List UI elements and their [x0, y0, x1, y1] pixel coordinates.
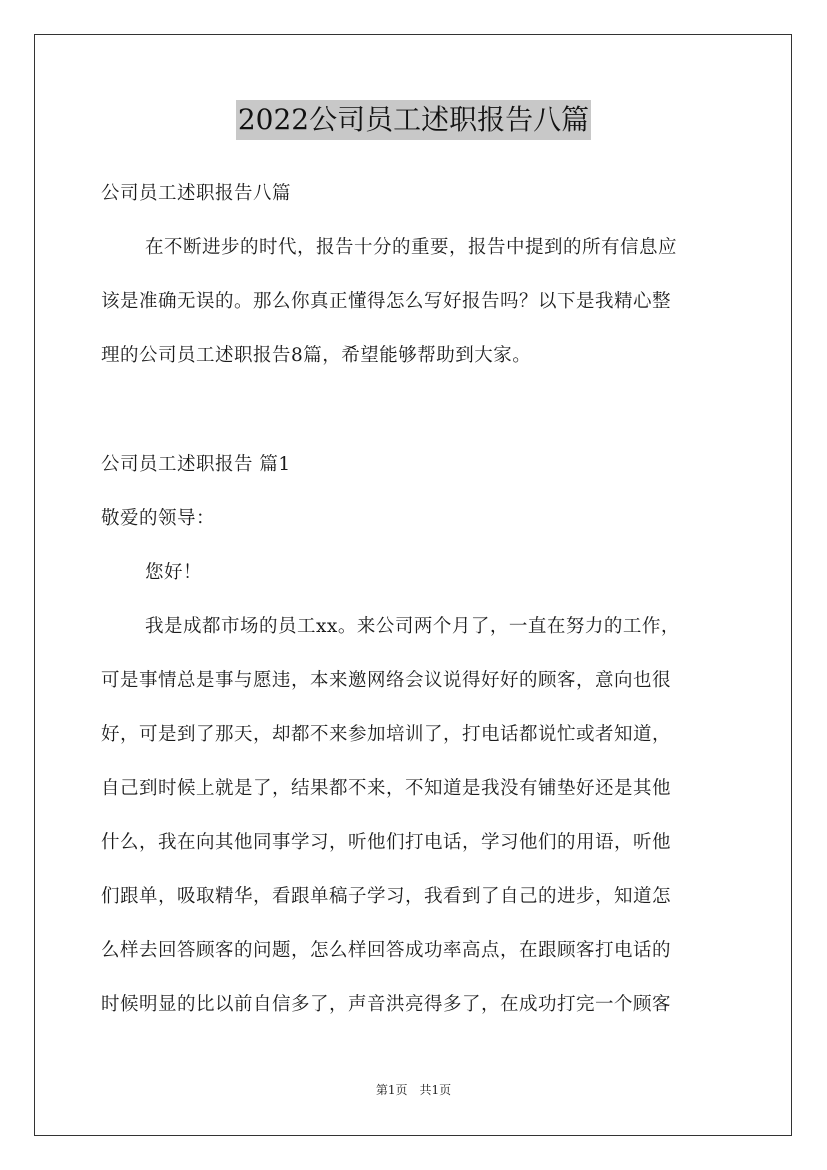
body-line: 们跟单，吸取精华，看跟单稿子学习，我看到了自己的进步，知道怎 — [101, 886, 672, 907]
body-line: 什么，我在向其他同事学习，听他们打电话，学习他们的用语，听他 — [101, 832, 672, 853]
title-container — [0, 100, 827, 140]
body-line: 么样去回答顾客的问题，怎么样回答成功率高点，在跟顾客打电话的 — [101, 940, 672, 961]
document-subtitle: 公司员工述职报告八篇 — [101, 183, 292, 204]
body-line: 可是事情总是事与愿违，本来邀网络会议说得好好的顾客，意向也很 — [101, 670, 672, 691]
intro-line: 在不断进步的时代，报告十分的重要，报告中提到的所有信息应 — [145, 237, 678, 258]
document-title: 2022公司员工述职报告八篇 — [236, 100, 591, 140]
page-number: 第1页 共1页 — [375, 1083, 452, 1097]
body-line: 我是成都市场的员工xx。来公司两个月了，一直在努力的工作， — [145, 616, 680, 637]
greeting: 您好！ — [145, 562, 203, 583]
body-line: 自己到时候上就是了，结果都不来，不知道是我没有铺垫好还是其他 — [101, 778, 672, 799]
body-line: 时候明显的比以前自信多了，声音洪亮得多了，在成功打完一个顾客 — [101, 994, 672, 1015]
intro-line: 理的公司员工述职报告8篇，希望能够帮助到大家。 — [101, 345, 532, 366]
intro-line: 该是准确无误的。那么你真正懂得怎么写好报告吗？以下是我精心整 — [101, 291, 672, 312]
body-line: 好，可是到了那天，却都不来参加培训了，打电话都说忙或者知道， — [101, 724, 672, 745]
section-heading: 公司员工述职报告 篇1 — [101, 454, 291, 475]
salutation: 敬爱的领导： — [101, 508, 216, 529]
